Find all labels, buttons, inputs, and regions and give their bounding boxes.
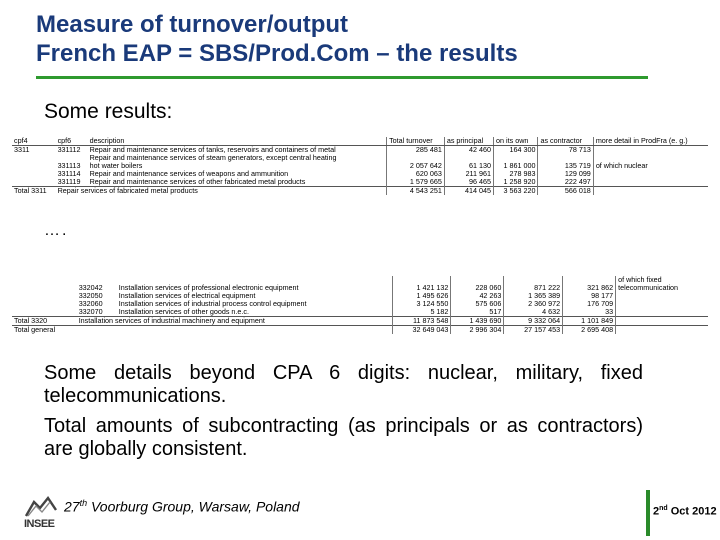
footer-ordinal-suffix: th (79, 498, 88, 508)
header-detail-cell: more detail in ProdFra (e. g.) (593, 137, 708, 146)
on-its-own-cell: 3 563 220 (494, 187, 538, 196)
on-its-own-cell: 2 360 972 (504, 300, 563, 308)
detail-cell (593, 146, 708, 155)
as-principal-cell: 2 996 304 (451, 326, 504, 335)
as-principal-cell: 517 (451, 308, 504, 317)
total-label-cell: Total 3320 (12, 317, 77, 326)
paragraph-details: Some details beyond CPA 6 digits: nuclear, military, fixed telecommunications. (44, 362, 643, 407)
on-its-own-cell: 871 222 (504, 284, 563, 292)
cpf4-cell (12, 300, 77, 308)
as-principal-cell: 96 465 (444, 178, 493, 187)
results-table-top (12, 137, 708, 195)
description-cell: Installation services of professional electronic equipment (118, 283, 299, 292)
intro-text: Some results: (44, 100, 173, 123)
as-contractor-cell: 566 018 (538, 187, 593, 196)
as-contractor-cell: 1 101 849 (563, 317, 616, 326)
as-contractor-cell: 176 709 (563, 300, 616, 308)
as-principal-cell: 228 060 (451, 284, 504, 292)
cpf6-cell: 331112 (57, 145, 81, 154)
on-its-own-cell: 164 300 (494, 146, 538, 155)
as-principal-cell: 42 460 (444, 146, 493, 155)
header-cpf6-cell: cpf6 (56, 137, 88, 146)
title-line-1: Measure of turnover/output (36, 11, 349, 38)
total-turnover-cell: 32 649 043 (392, 326, 451, 335)
header-as-principal-cell: as principal (444, 137, 493, 146)
total-turnover-cell: 1 579 665 (387, 178, 445, 187)
date-day: 2 (653, 505, 660, 518)
total-turnover-cell: 1 495 626 (392, 292, 451, 300)
description-cell: hot water boilers (89, 161, 143, 170)
footer-ordinal-number: 27 (64, 498, 80, 515)
on-its-own-cell: 1 365 389 (504, 292, 563, 300)
detail-cell (616, 317, 708, 326)
as-contractor-cell: 321 862 (563, 284, 616, 292)
cpf4-cell: 3311 (14, 145, 30, 154)
header-description-cell: description (88, 137, 387, 146)
description-cell: Installation services of other goods n.e.c. (118, 307, 250, 316)
as-contractor-cell: 33 (563, 308, 616, 317)
cpf6-cell: 331119 (57, 177, 81, 186)
total-turnover-cell: 5 182 (392, 308, 451, 317)
total-turnover-cell: 11 873 548 (392, 317, 451, 326)
ellipsis: …. (44, 222, 69, 239)
footer-date (653, 505, 717, 518)
cpf4-cell (12, 162, 56, 170)
cpf4-cell (12, 292, 77, 300)
as-principal-cell: 211 961 (444, 170, 493, 178)
description-cell: Repair and maintenance services of weapons and ammunition (89, 169, 289, 178)
total-description-cell (77, 326, 393, 335)
total-turnover-cell: 3 124 550 (392, 300, 451, 308)
header-on-its-own-cell: on its own (494, 137, 538, 146)
cpf6-cell: 332060 (78, 299, 103, 308)
on-its-own-cell: 27 157 453 (504, 326, 563, 335)
detail-note-cell: of which fixed (616, 276, 708, 284)
as-contractor-cell: 78 713 (538, 146, 593, 155)
on-its-own-cell: 9 332 064 (504, 317, 563, 326)
description-cell: Installation services of electrical equipment (118, 291, 256, 300)
detail-cell: of which nuclear (593, 162, 708, 170)
footer-event-name: Voorburg Group, Warsaw, Poland (87, 498, 300, 515)
title-line-2: French EAP = SBS/Prod.Com – the results (36, 40, 518, 67)
results-table-bottom (12, 276, 708, 334)
cpf6-cell: 332042 (78, 283, 103, 292)
total-label-cell: Total 3311 (12, 187, 56, 196)
total-turnover-cell: 2 057 642 (387, 162, 445, 170)
total-turnover-cell: 1 421 132 (392, 284, 451, 292)
description-cell: Repair and maintenance services of other fabricated metal products (89, 177, 306, 186)
slide-title (36, 10, 656, 68)
total-label-cell: Total general (12, 326, 77, 335)
detail-cell (616, 292, 708, 300)
cpf6-cell: 331113 (57, 161, 81, 170)
cpf6-cell: 332050 (78, 291, 103, 300)
description-cell: Repair and maintenance services of steam generators, except central heating (89, 153, 337, 162)
logo-text: INSEE (24, 518, 55, 530)
body-text (44, 362, 643, 468)
as-contractor-cell: 2 695 408 (563, 326, 616, 335)
cpf6-cell: 331114 (57, 169, 81, 178)
as-principal-cell: 42 263 (451, 292, 504, 300)
detail-cell (593, 170, 708, 178)
description-cell: Repair and maintenance services of tanks, reservoirs and containers of metal (89, 145, 336, 154)
as-contractor-cell: 98 177 (563, 292, 616, 300)
total-turnover-cell: 285 481 (387, 146, 445, 155)
cpf4-cell (12, 154, 56, 162)
header-total-turnover-cell: Total turnover (387, 137, 445, 146)
table-total-row (12, 187, 708, 196)
as-contractor-cell: 222 497 (538, 178, 593, 187)
paragraph-subcontracting: Total amounts of subcontracting (as principals or as contractors) are globally consistent. (44, 415, 643, 460)
total-description-cell: Installation services of industrial machinery and equipment (77, 317, 393, 326)
detail-cell: telecommunication (616, 284, 708, 292)
cpf4-cell (12, 284, 77, 292)
footer-event (64, 498, 300, 515)
detail-cell (593, 178, 708, 187)
as-principal-cell: 414 045 (444, 187, 493, 196)
total-description-cell: Repair services of fabricated metal products (56, 187, 387, 196)
date-divider (646, 490, 650, 536)
as-principal-cell: 1 439 690 (451, 317, 504, 326)
on-its-own-cell: 1 258 920 (494, 178, 538, 187)
table-row (12, 300, 708, 308)
cpf6-cell: 332070 (78, 307, 103, 316)
header-cpf4-cell: cpf4 (12, 137, 56, 146)
total-turnover-cell: 620 063 (387, 170, 445, 178)
as-principal-cell: 575 606 (451, 300, 504, 308)
detail-cell (616, 326, 708, 335)
detail-cell (593, 187, 708, 196)
date-month-year: Oct 2012 (667, 505, 717, 518)
cpf4-cell (12, 170, 56, 178)
on-its-own-cell: 278 983 (494, 170, 538, 178)
as-principal-cell: 61 130 (444, 162, 493, 170)
header-as-contractor-cell: as contractor (538, 137, 593, 146)
on-its-own-cell: 4 632 (504, 308, 563, 317)
title-underline (36, 76, 648, 79)
description-cell: Installation services of industrial process control equipment (118, 299, 307, 308)
table-total-row (12, 326, 708, 335)
empty-cell (12, 276, 77, 284)
date-suffix: nd (659, 505, 668, 512)
on-its-own-cell: 1 861 000 (494, 162, 538, 170)
total-turnover-cell: 4 543 251 (387, 187, 445, 196)
as-contractor-cell: 135 719 (538, 162, 593, 170)
as-contractor-cell: 129 099 (538, 170, 593, 178)
detail-cell (616, 308, 708, 317)
detail-cell (616, 300, 708, 308)
